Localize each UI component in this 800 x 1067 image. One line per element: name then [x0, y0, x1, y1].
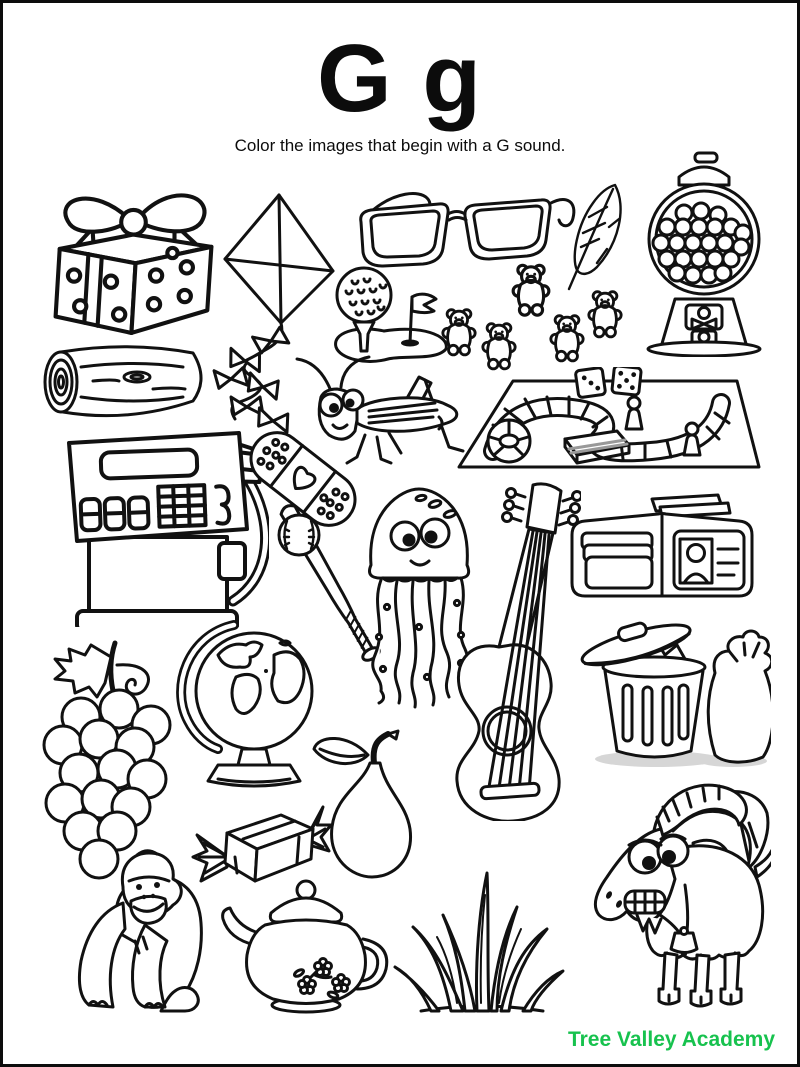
garbage-image	[573, 599, 771, 771]
teapot-image	[211, 875, 389, 1017]
guitar-image	[429, 479, 581, 821]
globe-image	[166, 613, 318, 795]
grass-image	[391, 853, 569, 1015]
page-title: G g	[317, 25, 483, 132]
gas-pump-image	[41, 425, 269, 627]
branding-text: Tree Valley Academy	[567, 1028, 775, 1051]
gorilla-image	[49, 841, 211, 1018]
log-image	[33, 337, 211, 432]
gumball-machine-image	[629, 149, 779, 357]
instruction-text: Color the images that begin with a G sound.	[234, 136, 566, 155]
board-game-image	[449, 367, 769, 477]
goat-image	[553, 773, 771, 1011]
wallet-image	[566, 493, 758, 607]
